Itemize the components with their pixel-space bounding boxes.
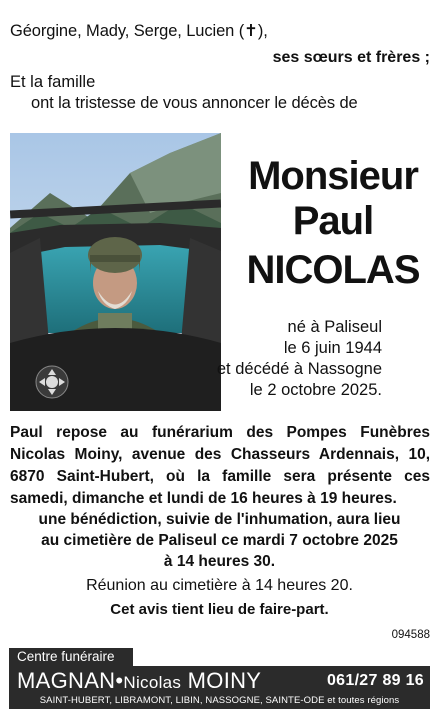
birth-date: le 6 juin 1944: [283, 339, 382, 357]
phone-number: 061/27 89 16: [326, 672, 424, 689]
family-line-1: Géorgine, Mady, Serge, Lucien (✝),: [10, 22, 268, 40]
towns-list: SAINT-HUBERT, LIBRAMONT, LIBIN, NASSOGNE, SAINTE-ODE et toutes régions: [39, 695, 400, 706]
announcement-line: ont la tristesse de vous annoncer le décès de: [31, 94, 358, 112]
birth-place: né à Paliseul: [287, 318, 382, 336]
meeting-line: Réunion au cimetière à 14 heures 20.: [86, 577, 353, 594]
brand-first-name: Nicolas: [123, 673, 182, 692]
ceremony-line-2: au cimetière de Paliseul ce mardi 7 octobre 2025: [41, 532, 398, 549]
deceased-last-name: NICOLAS: [246, 248, 420, 292]
funeral-home-label: Centre funéraire: [9, 648, 133, 666]
notice-line: Cet avis tient lieu de faire-part.: [110, 601, 329, 618]
family-line-2: ses sœurs et frères ;: [272, 49, 430, 66]
funeral-home-banner: [9, 666, 430, 709]
deceased-first-name: Paul: [292, 199, 374, 243]
ceremony-line-1: une bénédiction, suivie de l'inhumation, aura lieu: [38, 511, 401, 528]
reference-number: 094588: [391, 629, 430, 641]
brand-separator: •: [115, 668, 124, 693]
deceased-title: Monsieur: [248, 154, 418, 198]
death-date: le 2 octobre 2025.: [249, 381, 382, 399]
brand-last-name: MOINY: [187, 668, 262, 693]
brand-main: MAGNAN: [17, 668, 116, 693]
family-line-3: Et la famille: [10, 73, 96, 91]
funeral-home-name: [17, 668, 261, 694]
death-place: et décédé à Nassogne: [216, 360, 382, 378]
ceremony-line-3: à 14 heures 30.: [163, 553, 276, 570]
funerarium-paragraph: Paul repose au funérarium des Pompes Funèbres Nicolas Moiny, avenue des Chasseurs Ardennais, 10, 6870 Saint-Hubert, où la famille sera présente ces samedi, dimanche et lundi de 16 heures à 19 heures.: [10, 424, 430, 507]
portrait-photo: [10, 133, 221, 411]
